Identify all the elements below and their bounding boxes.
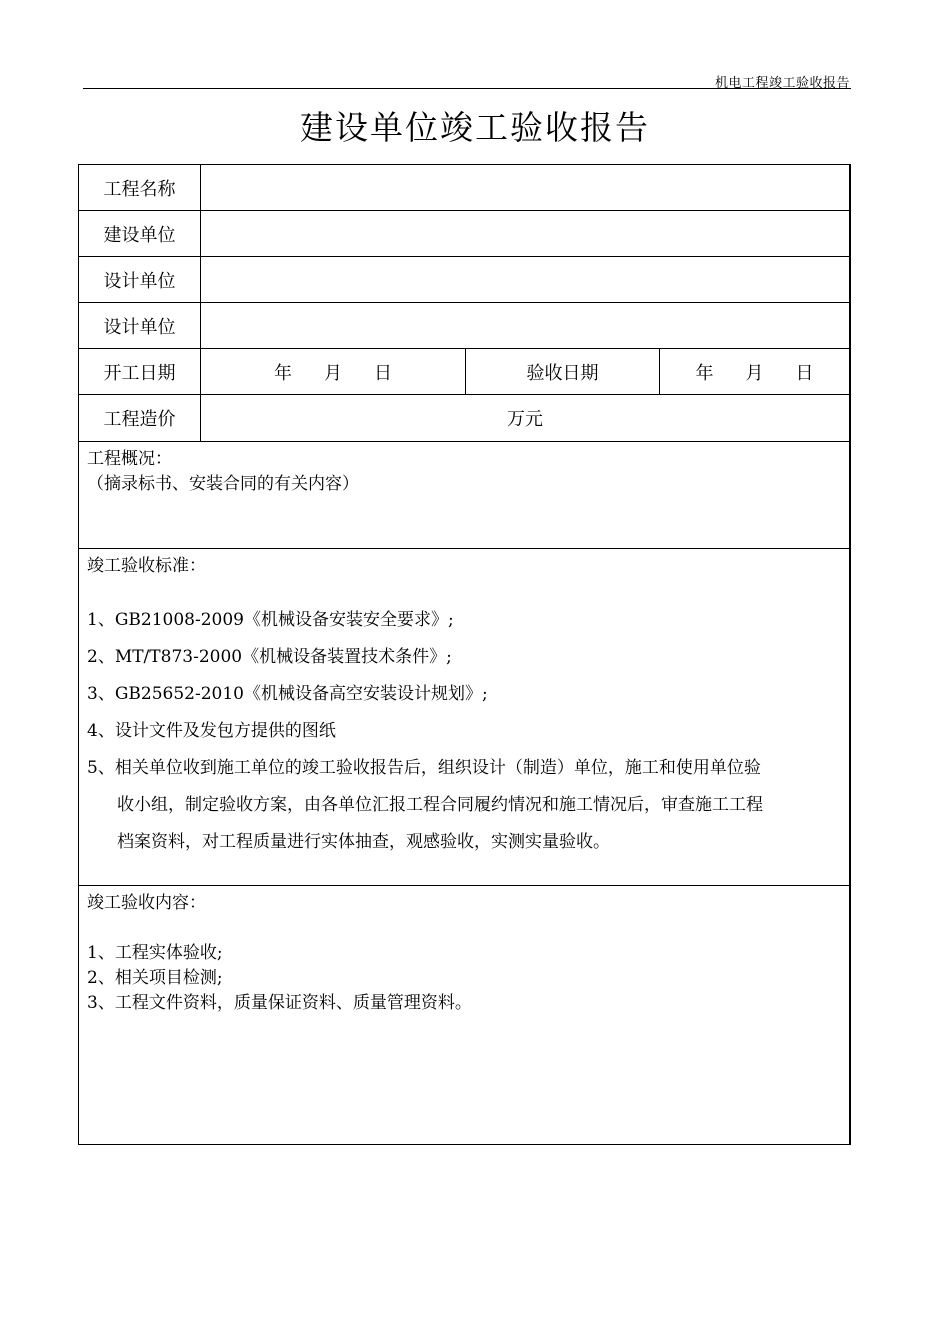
start-date-month: 月 — [324, 362, 342, 384]
overview-title: 工程概况： — [87, 449, 172, 469]
row-cost — [79, 395, 849, 442]
designer-1-field[interactable] — [200, 257, 849, 302]
standards-item-continuation: 档案资料，对工程质量进行实体抽查，观感验收，实测实量验收。 — [117, 832, 610, 852]
row-builder — [79, 211, 849, 257]
cost-unit: 万元 — [507, 409, 543, 430]
row-dates — [79, 349, 849, 395]
start-date-day: 日 — [374, 362, 392, 384]
accept-date-year: 年 — [695, 362, 714, 384]
project-name-label: 工程名称 — [103, 178, 176, 200]
accept-date-month: 月 — [745, 362, 764, 384]
standards-title: 竣工验收标准： — [87, 556, 206, 576]
standards-item: 1、GB21008-2009《机械设备安装安全要求》; — [87, 610, 454, 630]
project-name-field[interactable] — [200, 165, 849, 210]
content-title: 竣工验收内容： — [87, 893, 206, 913]
standards-item: 2、MT/T873-2000《机械设备装置技术条件》; — [87, 647, 452, 667]
row-designer-2 — [79, 303, 849, 349]
designer-2-field[interactable] — [200, 303, 849, 348]
header-rule — [83, 88, 851, 89]
content-item: 2、相关项目检测; — [87, 968, 223, 988]
header-doc-category: 机电工程竣工验收报告 — [714, 76, 850, 91]
content-section — [79, 886, 849, 1144]
overview-note: （摘录标书、安装合同的有关内容） — [87, 474, 359, 494]
designer-1-label: 设计单位 — [103, 270, 176, 292]
content-item: 1、工程实体验收; — [87, 943, 223, 963]
start-date-year: 年 — [274, 362, 292, 384]
standards-section — [79, 549, 849, 886]
standards-item: 5、相关单位收到施工单位的竣工验收报告后，组织设计（制造）单位，施工和使用单位验 — [87, 758, 761, 778]
cost-field[interactable] — [200, 395, 849, 441]
start-date-field[interactable] — [200, 349, 465, 394]
designer-2-label: 设计单位 — [103, 316, 176, 338]
report-form — [78, 164, 851, 1145]
row-project-name — [79, 165, 849, 211]
start-date-label: 开工日期 — [103, 362, 176, 384]
page-title: 建设单位竣工验收报告 — [300, 108, 650, 147]
accept-date-field[interactable] — [659, 349, 849, 394]
overview-section — [79, 442, 849, 549]
standards-item: 4、设计文件及发包方提供的图纸 — [87, 721, 336, 741]
builder-field[interactable] — [200, 211, 849, 256]
row-designer-1 — [79, 257, 849, 303]
standards-item: 3、GB25652-2010《机械设备高空安装设计规划》; — [87, 684, 488, 704]
content-item: 3、工程文件资料，质量保证资料、质量管理资料。 — [87, 993, 472, 1013]
cost-label: 工程造价 — [103, 409, 176, 430]
builder-label: 建设单位 — [103, 224, 176, 246]
standards-item-continuation: 收小组，制定验收方案，由各单位汇报工程合同履约情况和施工情况后，审查施工工程 — [117, 795, 763, 815]
accept-date-day: 日 — [795, 362, 814, 384]
accept-date-label: 验收日期 — [465, 349, 659, 394]
